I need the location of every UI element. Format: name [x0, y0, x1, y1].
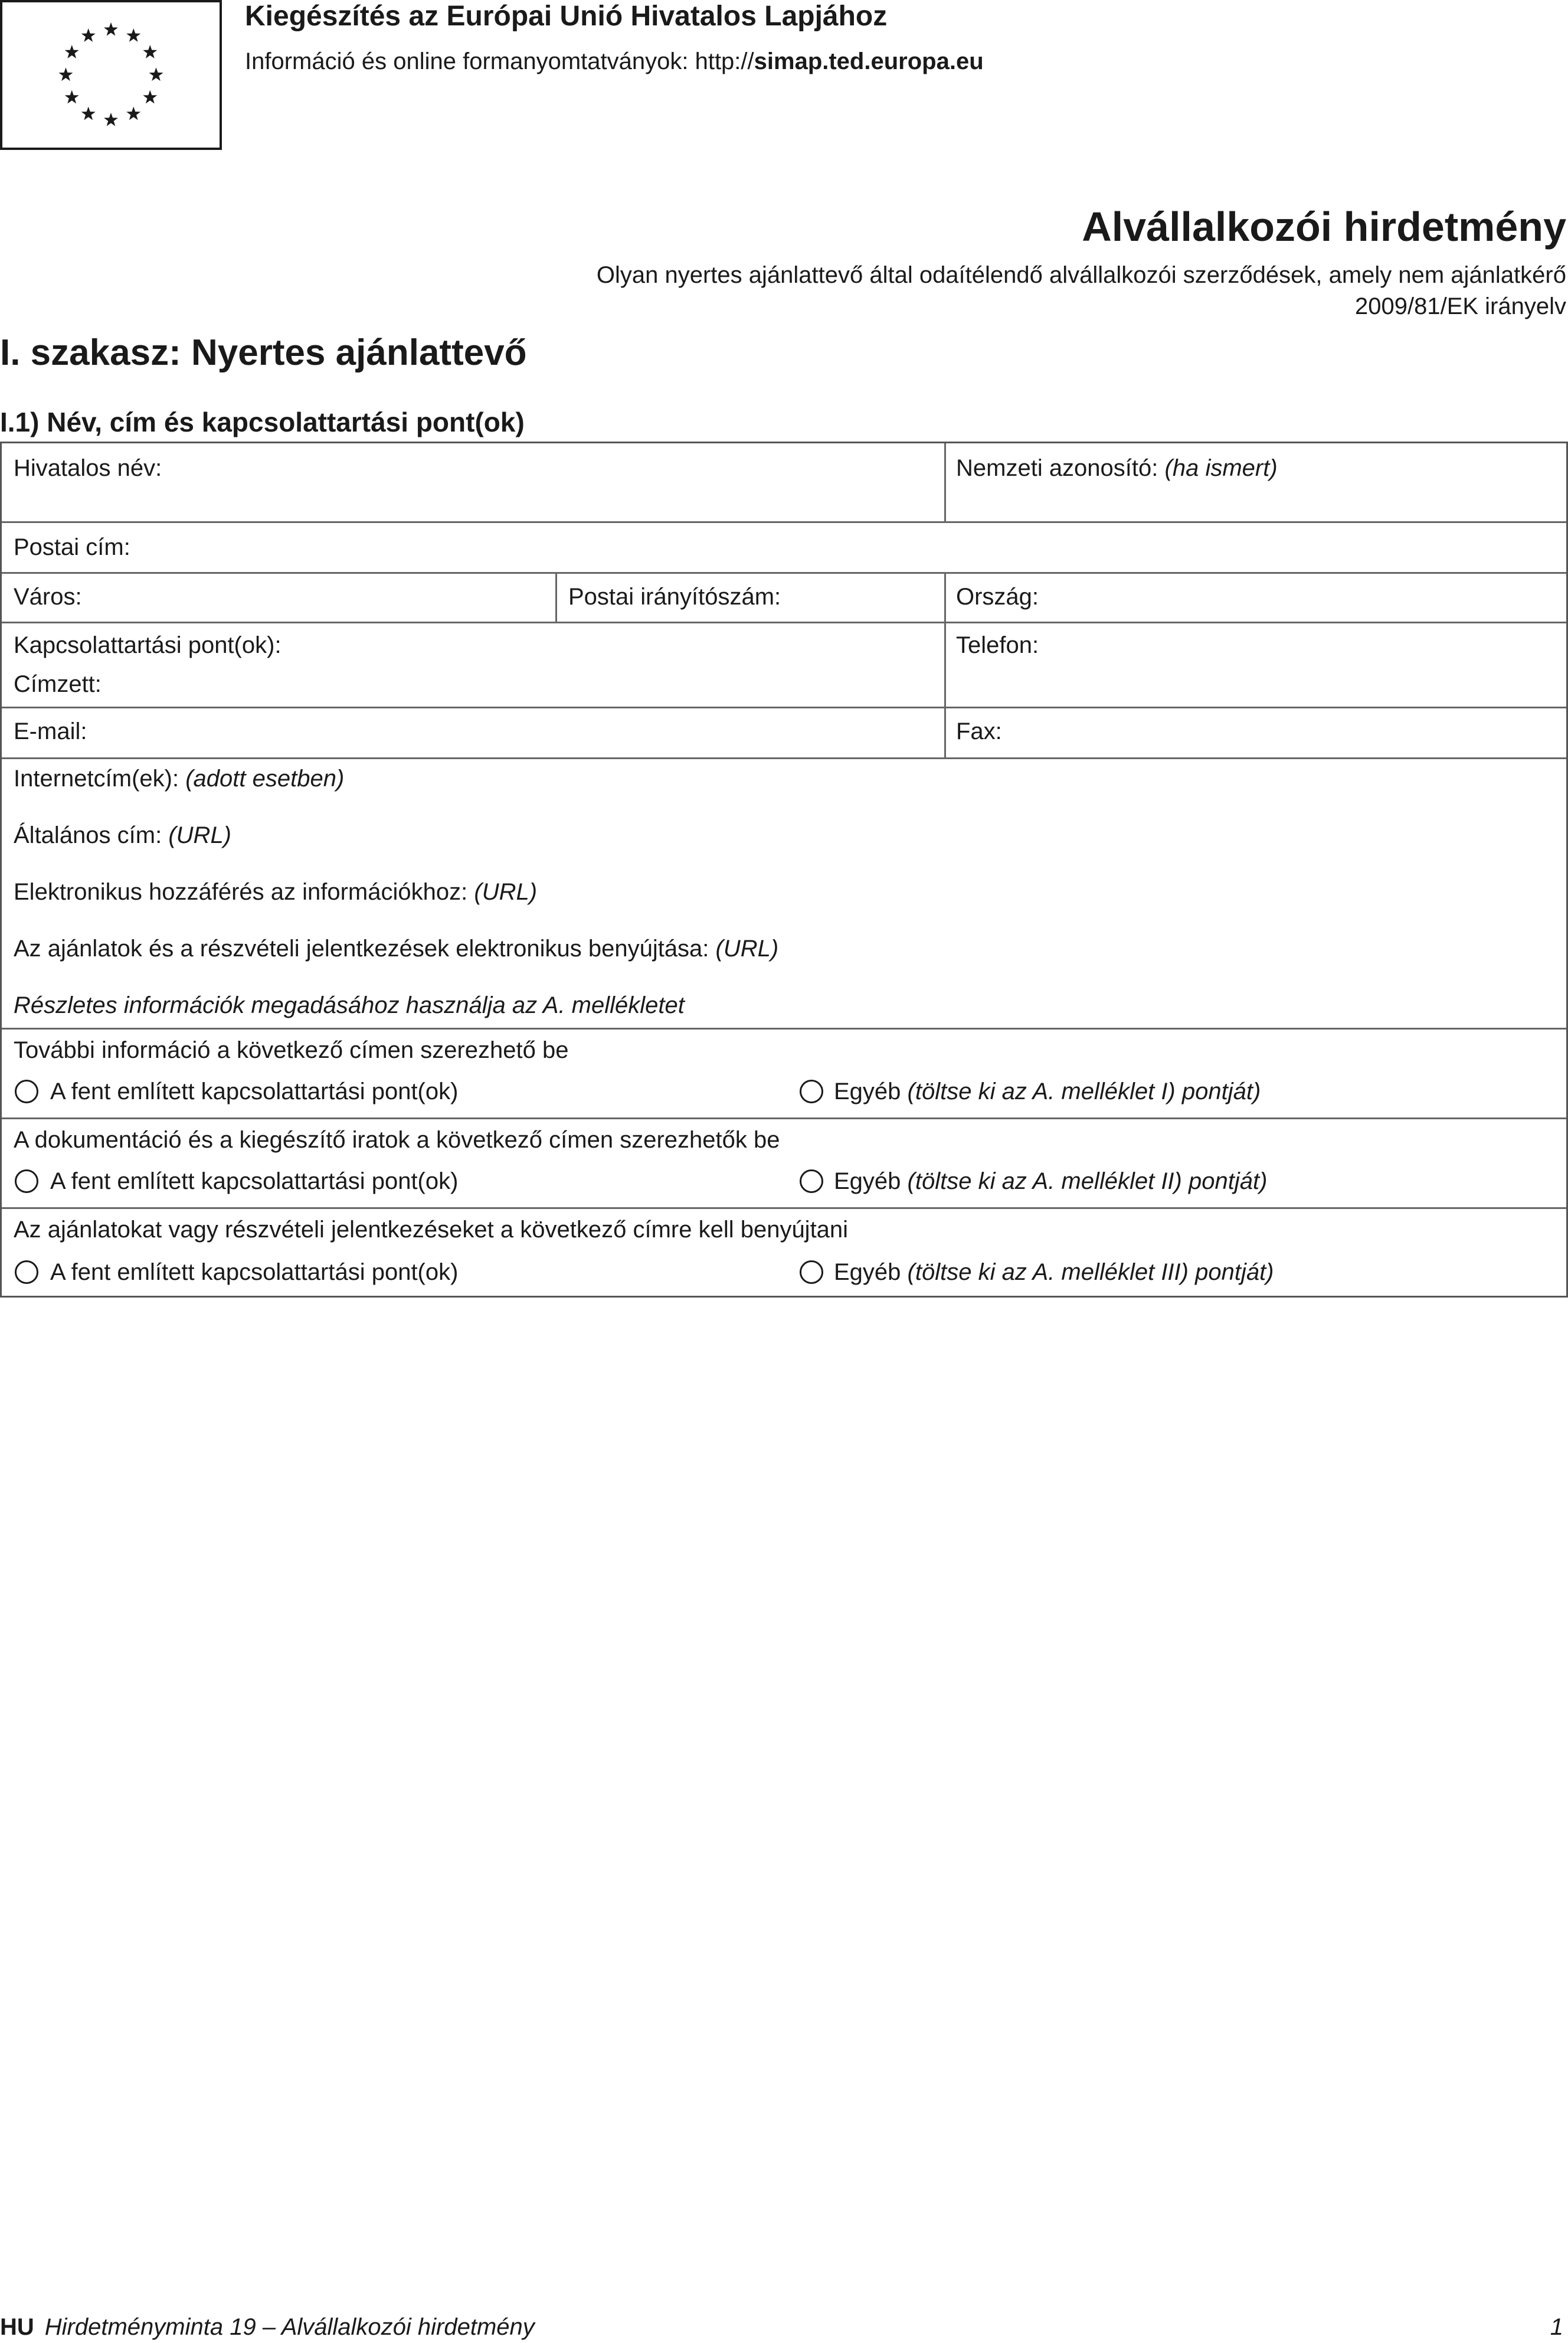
internet-note: (adott esetben) [185, 766, 345, 792]
footer-form-name: Hirdetményminta 19 – Alvállalkozói hirdetmény [44, 2314, 535, 2340]
electronic-submission-url-note: (URL) [715, 936, 779, 962]
star-icon [126, 28, 140, 42]
documents-option-contact[interactable]: A fent említett kapcsolattartási pont(ok) [50, 1168, 459, 1194]
documents-radio-other[interactable] [800, 1169, 823, 1193]
eu-stars-icon [2, 2, 220, 148]
documents-heading: A dokumentáció és a kiegészítő iratok a következő címen szerezhetők be [14, 1127, 780, 1153]
further-info-other-note: (töltse ki az A. melléklet I) pontját) [907, 1079, 1261, 1104]
star-icon [58, 67, 73, 81]
further-info-radio-other[interactable] [800, 1080, 823, 1103]
journal-title: Kiegészítés az Európai Unió Hivatalos Lapjához [245, 1, 888, 32]
documents-option-other[interactable] [834, 1168, 1267, 1195]
star-icon [81, 107, 96, 120]
internet-address-heading [14, 766, 344, 792]
postal-address-field[interactable]: Postai cím: [14, 534, 130, 560]
postal-code-field[interactable]: Postai irányítószám: [568, 584, 781, 610]
divider [2, 572, 1566, 574]
submission-heading: Az ajánlatokat vagy részvételi jelentkezéseket a következő címre kell benyújtani [14, 1217, 849, 1243]
notice-subtitle: Olyan nyertes ajánlattevő által odaítélendő alvállalkozói szerződések, amely nem ajánlatkérő 2009/81/EK irányelv [596, 262, 1566, 319]
journal-info-prefix: Információ és online formanyomtatványok: http:// [245, 48, 754, 74]
divider [2, 622, 1566, 623]
electronic-access-url-note: (URL) [474, 879, 538, 905]
further-info-heading: További információ a következő címen szerezhető be [14, 1037, 569, 1063]
general-address-url-note: (URL) [168, 822, 232, 848]
city-field[interactable]: Város: [14, 584, 82, 610]
national-id-field[interactable] [956, 455, 1278, 482]
electronic-access-field[interactable] [14, 879, 537, 906]
star-icon [65, 90, 79, 104]
further-info-other-label: Egyéb [834, 1079, 901, 1104]
divider [555, 572, 557, 622]
documents-other-note: (töltse ki az A. melléklet II) pontját) [907, 1168, 1268, 1194]
divider [2, 1028, 1566, 1030]
journal-info-url[interactable]: simap.ted.europa.eu [754, 48, 984, 74]
eu-flag-logo [0, 0, 222, 150]
page-footer [0, 2314, 535, 2341]
divider [944, 443, 946, 521]
submission-radio-contact[interactable] [15, 1260, 38, 1284]
email-field[interactable]: E-mail: [14, 718, 87, 744]
submission-other-note: (töltse ki az A. melléklet III) pontját) [907, 1259, 1274, 1285]
star-icon [143, 90, 157, 104]
contact-points-field[interactable]: Kapcsolattartási pont(ok): [14, 632, 281, 658]
star-icon [149, 67, 163, 81]
divider [2, 707, 1566, 708]
general-address-field[interactable] [14, 822, 231, 849]
journal-info [245, 48, 984, 75]
further-info-option-other[interactable] [834, 1079, 1261, 1105]
star-icon [104, 22, 118, 36]
star-icon [126, 107, 140, 120]
divider [2, 757, 1566, 759]
electronic-submission-label: Az ajánlatok és a részvételi jelentkezések elektronikus benyújtása: [14, 936, 709, 962]
section-title: I. szakasz: Nyertes ajánlattevő [0, 332, 527, 373]
subsection-title: I.1) Név, cím és kapcsolattartási pont(ok) [0, 407, 525, 437]
internet-label: Internetcím(ek): [14, 766, 179, 792]
national-id-label: Nemzeti azonosító: [956, 455, 1158, 481]
annex-note: Részletes információk megadásához használja az A. mellékletet [14, 992, 685, 1018]
star-icon [143, 45, 157, 58]
divider [944, 572, 946, 757]
electronic-submission-field[interactable] [14, 936, 778, 962]
submission-option-other[interactable] [834, 1259, 1274, 1286]
general-address-label: Általános cím: [14, 822, 162, 848]
star-icon [65, 45, 79, 58]
submission-other-label: Egyéb [834, 1259, 901, 1285]
submission-option-contact[interactable]: A fent említett kapcsolattartási pont(ok) [50, 1259, 459, 1285]
phone-field[interactable]: Telefon: [956, 632, 1039, 658]
page-number: 1 [1550, 2314, 1563, 2340]
notice-title: Alvállalkozói hirdetmény [1082, 204, 1566, 250]
divider [2, 1117, 1566, 1119]
star-icon [104, 113, 118, 126]
documents-other-label: Egyéb [834, 1168, 901, 1194]
star-icon [81, 28, 96, 42]
documents-radio-contact[interactable] [15, 1169, 38, 1193]
country-field[interactable]: Ország: [956, 584, 1039, 610]
electronic-access-label: Elektronikus hozzáférés az információkhoz: [14, 879, 468, 905]
footer-language: HU [0, 2314, 34, 2340]
submission-radio-other[interactable] [800, 1260, 823, 1284]
attention-field[interactable]: Címzett: [14, 671, 102, 697]
fax-field[interactable]: Fax: [956, 718, 1002, 744]
further-info-radio-contact[interactable] [15, 1080, 38, 1103]
divider [2, 521, 1566, 523]
divider [2, 1207, 1566, 1209]
official-name-field[interactable]: Hivatalos név: [14, 455, 162, 481]
contact-form [0, 442, 1568, 1298]
national-id-note: (ha ismert) [1164, 455, 1278, 481]
further-info-option-contact[interactable]: A fent említett kapcsolattartási pont(ok) [50, 1079, 459, 1104]
